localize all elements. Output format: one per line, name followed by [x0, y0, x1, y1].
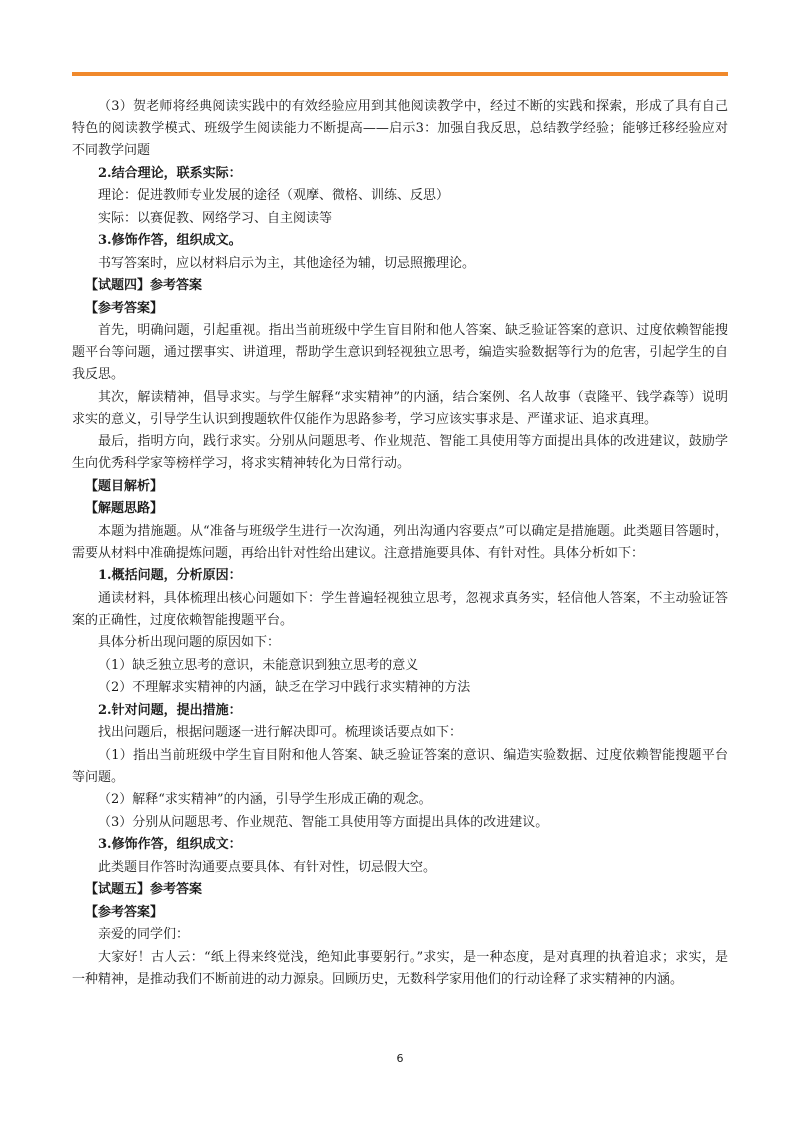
paragraph: 通读材料，具体梳理出核心问题如下：学生普遍轻视独立思考，忽视求真务实，轻信他人答案，不主动验证答案的正确性，过度依赖智能搜题平台。 — [72, 590, 728, 628]
list-item: （2）解释“求实精神”的内涵，引导学生形成正确的观念。 — [98, 792, 432, 807]
paragraph: 最后，指明方向，践行求实。分别从问题思考、作业规范、智能工具使用等方面提出具体的改进建议，鼓励学生向优秀科学家等榜样学习，将求实精神转化为日常行动。 — [72, 434, 728, 471]
section-heading: 3.修饰作答，组织成文。 — [98, 233, 242, 248]
paragraph: 书写答案时，应以材料启示为主，其他途径为辅，切忌照搬理论。 — [98, 255, 476, 271]
salutation: 亲爱的同学们： — [98, 927, 190, 942]
paragraph: 其次，解读精神，倡导求实。与学生解释“求实精神”的内涵，结合案例、名人故事（袁隆平、钱学森等）说明求实的意义，引导学生认识到搜题软件仅能作为思路参考，学习应该实事求是、严谨求证、追求真理。 — [72, 389, 728, 427]
paragraph: 具体分析出现问题的原因如下： — [98, 635, 281, 650]
answer-heading: 【参考答案】 — [85, 904, 164, 920]
section-heading: 1.概括问题，分析原因： — [98, 568, 242, 583]
approach-heading: 【解题思路】 — [85, 501, 164, 516]
question-heading: 【试题五】参考答案 — [85, 882, 203, 897]
paragraph: 首先，明确问题，引起重视。指出当前班级中学生盲目附和他人答案、缺乏验证答案的意识、过度依赖智能搜题平台等问题，通过摆事实、讲道理，帮助学生意识到轻视独立思考，编造实验数据等行为的危害，引起学生的自我反思。 — [72, 323, 728, 382]
paragraph: 实际：以赛促教、网络学习、自主阅读等 — [98, 210, 333, 226]
paragraph: （3）贺老师将经典阅读实践中的有效经验应用到其他阅读教学中，经过不断的实践和探索，形成了具有自己特色的阅读教学模式、班级学生阅读能力不断提高——启示3：加强自我反思，总结教学经验；能够迁移经验应对不同教学问题 — [72, 99, 728, 158]
paragraph: 理论：促进教师专业发展的途径（观摩、微格、训练、反思） — [98, 188, 450, 203]
header-rule — [72, 72, 728, 76]
list-item: （1）指出当前班级中学生盲目附和他人答案、缺乏验证答案的意识、编造实验数据、过度依赖智能搜题平台等问题。 — [72, 747, 728, 785]
document-body — [72, 96, 728, 991]
list-item: （2）不理解求实精神的内涵，缺乏在学习中践行求实精神的方法 — [98, 680, 471, 695]
list-item: （1）缺乏独立思考的意识，未能意识到独立思考的意义 — [98, 657, 419, 673]
list-item: （3）分别从问题思考、作业规范、智能工具使用等方面提出具体的改进建议。 — [98, 814, 549, 830]
answer-heading: 【参考答案】 — [85, 300, 164, 316]
paragraph: 本题为措施题。从“准备与班级学生进行一次沟通，列出沟通内容要点”可以确定是措施题。此类题目答题时，需要从材料中准确提炼问题，再给出针对性给出建议。注意措施要具体、有针对性。具体分析如下： — [72, 523, 728, 561]
paragraph: 找出问题后，根据问题逐一进行解决即可。梳理谈话要点如下： — [98, 725, 463, 740]
paragraph: 此类题目作答时沟通要点要具体、有针对性，切忌假大空。 — [98, 859, 437, 875]
section-heading: 2.结合理论，联系实际： — [98, 165, 242, 181]
question-heading: 【试题四】参考答案 — [85, 278, 203, 293]
section-heading: 2.针对问题，提出措施： — [98, 702, 242, 718]
page-number: 6 — [396, 1052, 404, 1065]
section-heading: 3.修饰作答，组织成文： — [98, 837, 242, 852]
paragraph: 大家好！古人云：“纸上得来终觉浅，绝知此事要躬行。”求实，是一种态度，是对真理的执着追求；求实，是一种精神，是推动我们不断前进的动力源泉。回顾历史，无数科学家用他们的行动诠释了求实精神的内涵。 — [72, 949, 728, 987]
analysis-heading: 【题目解析】 — [85, 478, 164, 494]
